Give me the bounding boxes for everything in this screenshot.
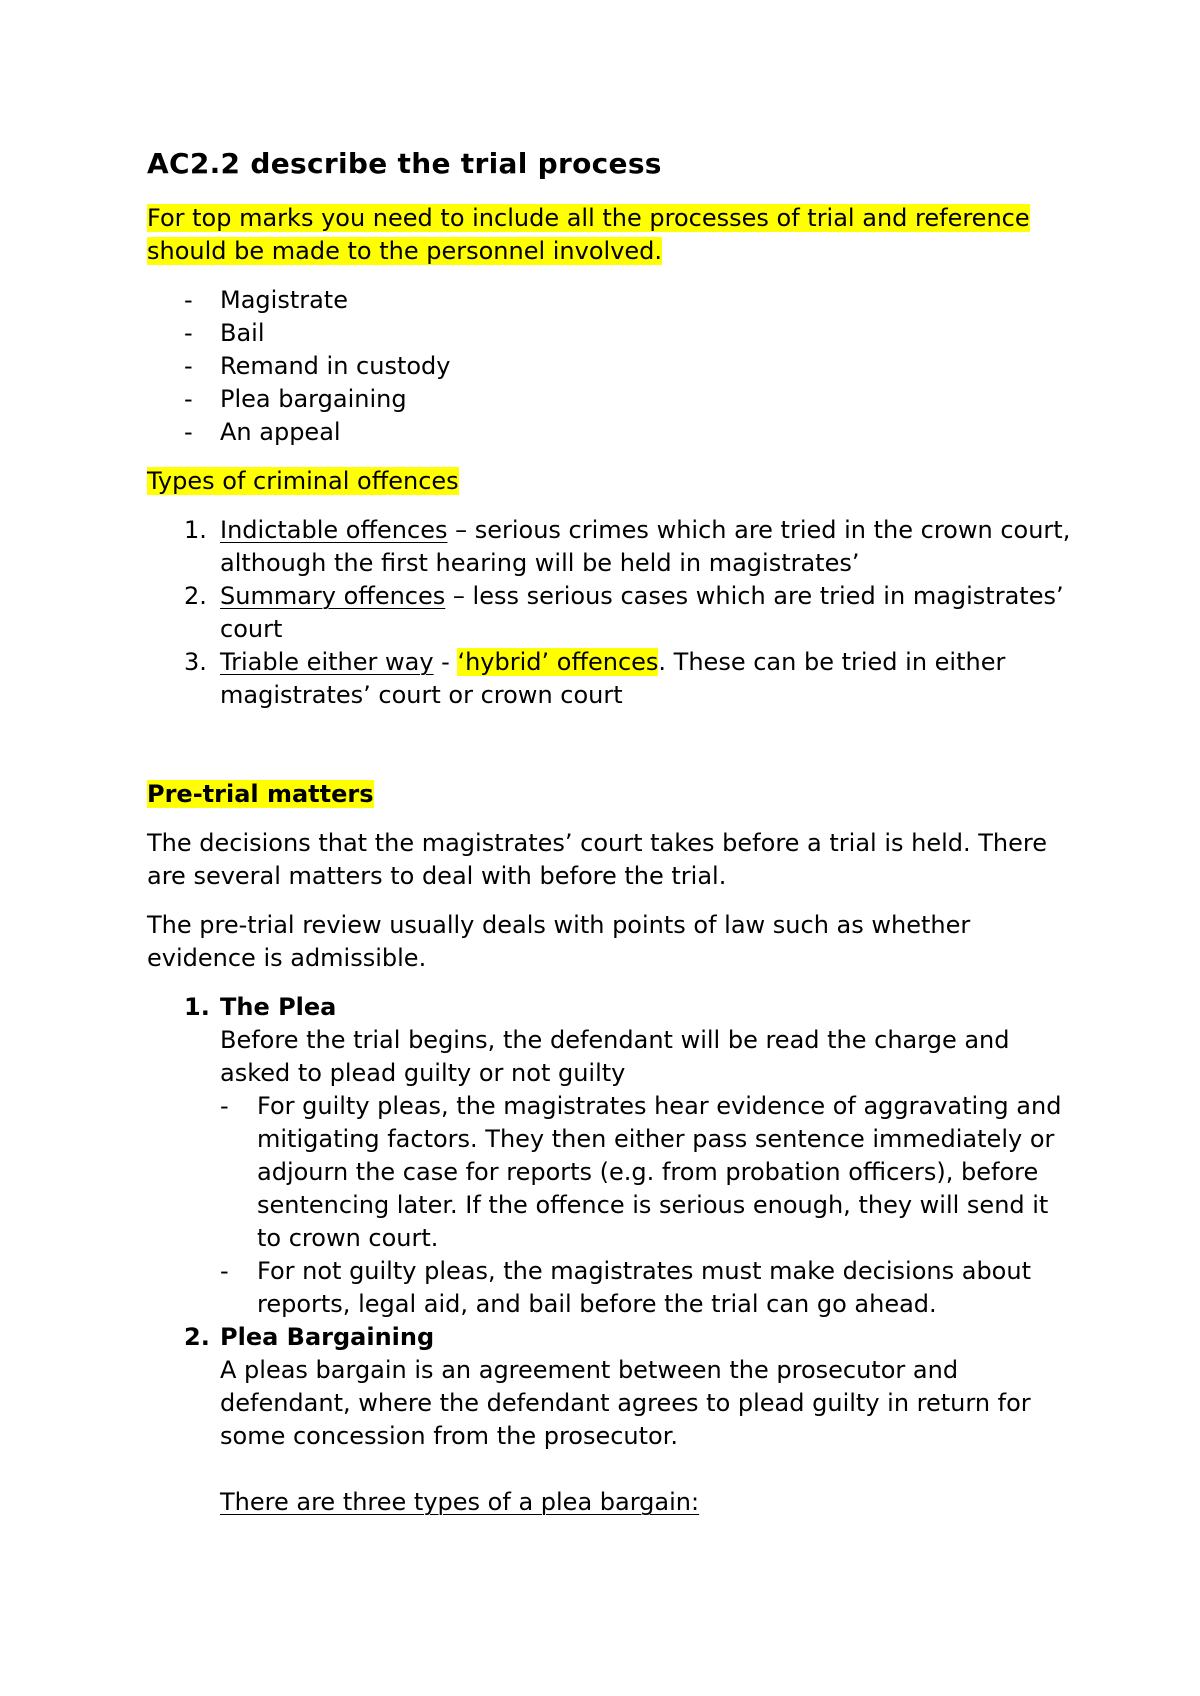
offence-term: Summary offences: [220, 582, 446, 610]
offence-term: Indictable offences: [220, 516, 448, 544]
list-item: [147, 991, 1077, 1321]
page-title: AC2.2 describe the trial process: [147, 147, 662, 180]
offence-text: – less serious cases which are tried in magistrates’ court: [220, 582, 1064, 643]
list-item: - Plea bargaining: [147, 383, 1077, 416]
spacer: [220, 1453, 1077, 1486]
offence-term: Triable either way: [220, 648, 434, 676]
list-item: [147, 580, 1077, 646]
list-item: [147, 514, 1077, 580]
offence-separator: -: [433, 648, 458, 676]
pretrial-title: Pre-trial matters: [147, 780, 374, 808]
list-item: - Magistrate: [147, 284, 1077, 317]
item-body: Before the trial begins, the defendant will be read the charge and asked to plead guilty or not guilty: [220, 1026, 1010, 1087]
list-item: [147, 646, 1077, 712]
list-number: 2.: [184, 582, 207, 610]
item-subheading: There are three types of a plea bargain:: [220, 1488, 700, 1516]
intro-paragraph: [147, 202, 1077, 268]
item-body: A pleas bargain is an agreement between the prosecutor and defendant, where the defendant agrees to plead guilty in return for some concession from the prosecutor.: [220, 1356, 1031, 1450]
document-content: [147, 144, 1077, 1519]
offence-text: . These can be tried in either magistrates’ court or crown court: [220, 648, 1006, 709]
pretrial-list: [147, 991, 1077, 1519]
list-item: - For not guilty pleas, the magistrates must make decisions about reports, legal aid, and bail before the trial can go ahead.: [220, 1255, 1077, 1321]
pretrial-heading: [147, 778, 1077, 811]
item-title: Plea Bargaining: [220, 1323, 435, 1351]
list-item: [147, 1321, 1077, 1519]
list-item: - An appeal: [147, 416, 1077, 449]
offences-list: [147, 514, 1077, 712]
pretrial-paragraph-1: The decisions that the magistrates’ court takes before a trial is held. There are several matters to deal with before the trial.: [147, 829, 1048, 890]
list-number: 1.: [184, 993, 210, 1021]
list-item: - For guilty pleas, the magistrates hear evidence of aggravating and mitigating factors. They then either pass sentence immediately or adjourn the case for reports (e.g. from probation officers), before sentencing later. If the offence is serious enough, they will send it to crown court.: [220, 1090, 1077, 1255]
offence-text: – serious crimes which are tried in the crown court, although the first hearing will be held in magistrates’: [220, 516, 1071, 577]
list-number: 3.: [184, 648, 207, 676]
item-title: The Plea: [220, 993, 337, 1021]
intro-text: For top marks you need to include all the processes of trial and reference should be made to the personnel involved.: [147, 204, 1030, 265]
list-item: - Remand in custody: [147, 350, 1077, 383]
offences-heading: [147, 465, 1077, 498]
pretrial-paragraph-2: The pre-trial review usually deals with points of law such as whether evidence is admissible.: [147, 911, 971, 972]
offence-highlight: ‘hybrid’ offences: [457, 648, 659, 676]
spacer: [147, 712, 1077, 778]
list-number: 1.: [184, 516, 207, 544]
list-item: - Bail: [147, 317, 1077, 350]
plea-bullets: [220, 1090, 1077, 1321]
offences-title: Types of criminal offences: [147, 467, 459, 495]
list-number: 2.: [184, 1323, 210, 1351]
personnel-list: [147, 284, 1077, 449]
